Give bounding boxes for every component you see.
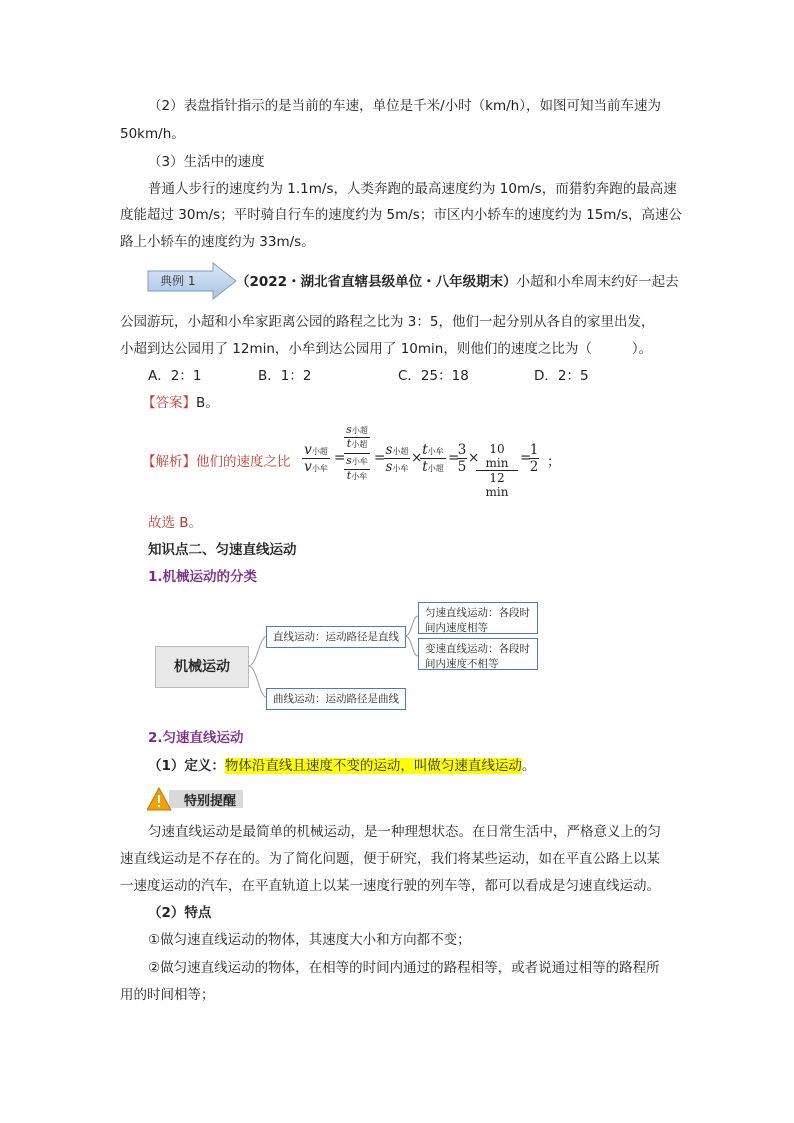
example-stem xyxy=(120,339,652,359)
example-stem: 公园游玩，小超和小牟家距离公园的路程之比为 3：5，他们一起分别从各自的家里出发， xyxy=(120,314,655,330)
fraction-t: t小牟 t小超 xyxy=(420,442,446,475)
fraction-v: v小超 v小牟 xyxy=(302,442,330,475)
paragraph-line: 路上小轿车的速度约为 33m/s。 xyxy=(120,234,315,250)
example-stem-part: 小超和小牟周末约好一起去 xyxy=(516,274,679,290)
analysis-text: 他们的速度之比 xyxy=(196,454,291,470)
option-c: C．25：18 xyxy=(398,368,469,384)
answer-value: B。 xyxy=(196,395,219,411)
mindmap-node-curve: 曲线运动：运动路径是曲线 xyxy=(266,688,406,710)
fraction-10-12: 10 min 12 min xyxy=(476,442,518,499)
conclusion: 故选 B。 xyxy=(148,515,203,531)
analysis xyxy=(142,452,291,472)
paragraph-line: 50km/h。 xyxy=(120,126,185,142)
feature-heading: （2）特点 xyxy=(148,905,212,921)
feature-item: ①做匀速直线运动的物体，其速度大小和方向都不变； xyxy=(148,932,471,948)
paragraph-line: （2）表盘指针指示的是当前的车速，单位是千米/小时（km/h），如图可知当前车速为 xyxy=(148,98,661,114)
example-stem-part: ）。 xyxy=(631,341,653,357)
mindmap-root: 机械运动 xyxy=(155,646,249,688)
note-line: 一速度运动的汽车，在平直轨道上以某一速度行驶的列车等，都可以看成是匀速直线运动。 xyxy=(120,878,660,894)
paragraph-line: （3）生活中的速度 xyxy=(148,154,265,170)
example-stem-part: 小超到达公园用了 12min，小牟到达公园用了 10min，则他们的速度之比为（ xyxy=(120,341,592,357)
definition: （1）定义：物体沿直线且速度不变的运动，叫做匀速直线运动。 xyxy=(148,758,536,774)
mindmap-node-variable: 变速直线运动：各段时间内速度不相等 xyxy=(418,638,538,670)
speed-ratio-formula: v小超 v小牟 = s小超 t小超 s小牟 t小牟 = s小超 s小牟 × t小牟 t小超 = $\frac{3}{5}$ × 10 min 12 min = $\frac{1}{2}$ ； xyxy=(300,424,560,504)
option-a: A．2：1 xyxy=(148,368,202,384)
fraction-compound: s小超 t小超 s小牟 t小牟 xyxy=(344,424,370,483)
warning-label: 特别提醒 xyxy=(184,794,237,809)
analysis-tag: 【解析】 xyxy=(142,454,196,470)
example-source: （2022・湖北省直辖县级单位・八年级期末） xyxy=(236,274,517,290)
heading-2: 2.匀速直线运动 xyxy=(148,730,244,746)
answer-tag: 【答案】 xyxy=(142,395,196,411)
example-stem xyxy=(236,272,679,292)
option-d: D．2：5 xyxy=(534,368,589,384)
definition-text: 物体沿直线且速度不变的运动，叫做匀速直线运动 xyxy=(224,758,522,774)
note-line: 匀速直线运动是最简单的机械运动，是一种理想状态。在日常生活中，严格意义上的匀 xyxy=(148,824,661,840)
fraction-3-5: $\frac{3}{5}$ xyxy=(457,442,467,475)
note-line: 速直线运动是不存在的。为了简化问题，便于研究，我们将某些运动，如在平直公路上以某 xyxy=(120,851,660,867)
mindmap-node-uniform: 匀速直线运动：各段时间内速度相等 xyxy=(418,602,538,634)
section-title: 知识点二、匀速直线运动 xyxy=(148,542,297,558)
fraction-1-2: $\frac{1}{2}$ xyxy=(529,442,539,475)
paragraph-line: 度能超过 30m/s；平时骑自行车的速度约为 5m/s；市区内小轿车的速度约为 15m/s，高速公 xyxy=(120,207,683,223)
answer xyxy=(142,393,219,413)
definition-label: （1）定义： xyxy=(148,758,225,774)
feature-item: 用的时间相等； xyxy=(120,987,215,1003)
paragraph-line: 普通人步行的速度约为 1.1m/s，人类奔跑的最高速度约为 10m/s，而猎豹奔跑的最高速 xyxy=(148,181,677,197)
option-b: B．1：2 xyxy=(258,368,312,384)
mindmap-node-straight: 直线运动：运动路径是直线 xyxy=(266,626,406,648)
example-badge: 典例 1 xyxy=(160,274,196,288)
feature-item: ②做匀速直线运动的物体，在相等的时间内通过的路程相等，或者说通过相等的路程所 xyxy=(148,960,660,976)
fraction-s: s小超 s小牟 xyxy=(385,442,409,475)
heading-1: 1.机械运动的分类 xyxy=(148,569,258,585)
